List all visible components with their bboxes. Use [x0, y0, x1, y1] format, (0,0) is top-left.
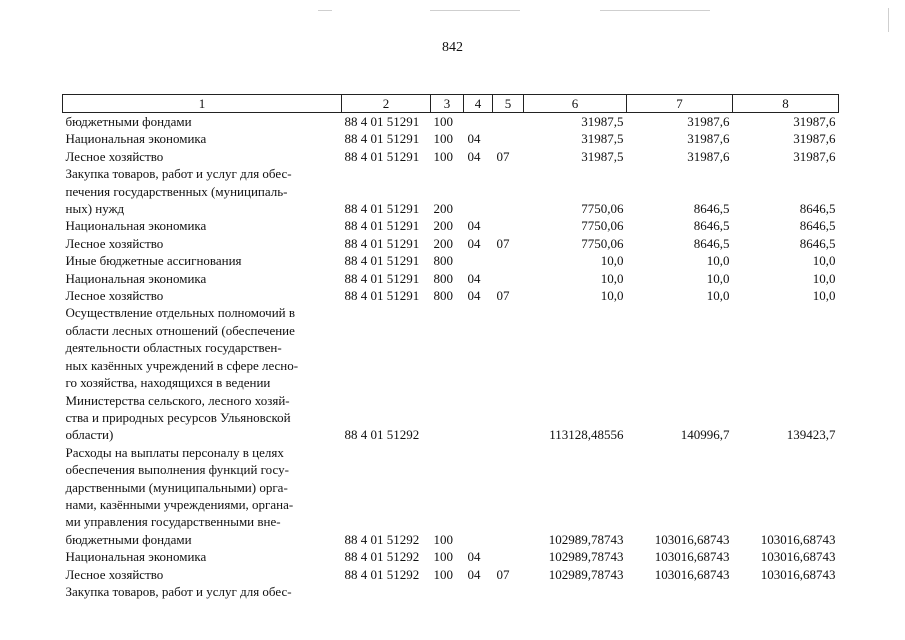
subsection-cell — [493, 113, 524, 131]
amount-year2-cell: 8646,5 — [693, 218, 730, 234]
header-cell: 8 — [733, 95, 839, 113]
expense-type-cell — [431, 304, 464, 443]
amount-year2-cell: 103016,68743 — [654, 549, 730, 565]
item-name-line: обеспечения выполнения функций госу- — [65, 462, 289, 478]
item-name-cell — [63, 217, 342, 234]
amount-year3-cell: 103016,68743 — [760, 566, 836, 582]
table-row — [63, 287, 839, 304]
amount-year1-cell: 31987,5 — [581, 131, 624, 147]
page-number: 842 — [442, 40, 463, 55]
amount-year2-cell: 103016,68743 — [654, 566, 730, 582]
budget-table — [62, 94, 839, 600]
item-name-cell — [63, 583, 342, 600]
item-name-line: Закупка товаров, работ и услуг для обес- — [65, 166, 292, 182]
amount-year1-cell: 102989,78743 — [548, 566, 624, 582]
item-name-line: Лесное хозяйство — [65, 566, 164, 582]
header-cell: 3 — [431, 95, 464, 113]
item-name-cell — [63, 287, 342, 304]
item-name-line: бюджетными фондами — [65, 531, 192, 547]
table-row — [63, 444, 839, 548]
budget-code-cell: 88 4 01 51291 — [344, 131, 420, 147]
item-name-line: го хозяйства, находящихся в ведении — [65, 375, 271, 391]
section-cell — [464, 165, 493, 217]
section-cell: 04 — [467, 235, 481, 251]
amount-year2-cell: 31987,6 — [687, 114, 730, 129]
item-name-line: дарственными (муниципальными) орга- — [65, 479, 288, 495]
expense-type-cell: 100 — [433, 131, 453, 147]
header-cell: 6 — [524, 95, 627, 113]
budget-code-cell: 88 4 01 51291 — [344, 235, 420, 251]
section-cell — [464, 113, 493, 131]
item-name-cell — [63, 130, 342, 147]
amount-year1-cell: 102989,78743 — [548, 531, 624, 547]
amount-year2-cell: 8646,5 — [693, 201, 730, 217]
amount-year3-cell: 31987,6 — [793, 114, 836, 129]
subsection-cell: 07 — [496, 566, 510, 582]
table-row — [63, 566, 839, 583]
amount-year3-cell: 10,0 — [812, 270, 836, 286]
item-name-line: ства и природных ресурсов Ульяновской — [65, 409, 291, 425]
item-name-line: области лесных отношений (обеспечение — [65, 322, 295, 338]
amount-year2-cell: 10,0 — [706, 270, 730, 286]
table-row — [63, 217, 839, 234]
item-name-line: Лесное хозяйство — [65, 148, 164, 164]
section-cell: 04 — [467, 148, 481, 164]
subsection-cell — [493, 252, 524, 269]
subsection-cell — [493, 130, 524, 147]
item-name-cell — [63, 113, 342, 131]
subsection-cell — [493, 217, 524, 234]
item-name-line: Осуществление отдельных полномочий в — [65, 305, 295, 321]
budget-code-cell: 88 4 01 51292 — [344, 566, 420, 582]
item-name-line: Национальная экономика — [65, 218, 207, 234]
amount-year1-cell — [524, 583, 627, 600]
section-cell — [464, 583, 493, 600]
item-name-line: печения государственных (муниципаль- — [65, 183, 288, 199]
expense-type-cell: 100 — [433, 531, 453, 547]
amount-year1-cell: 102989,78743 — [548, 549, 624, 565]
budget-code-cell: 88 4 01 51291 — [344, 201, 420, 217]
table-row — [63, 583, 839, 600]
item-name-line: Лесное хозяйство — [65, 235, 164, 251]
budget-code-cell: 88 4 01 51291 — [344, 270, 420, 286]
item-name-line: Иные бюджетные ассигнования — [65, 253, 242, 269]
section-cell — [464, 304, 493, 443]
amount-year1-cell: 7750,06 — [581, 218, 624, 234]
expense-type-cell: 800 — [433, 270, 453, 286]
amount-year2-cell: 140996,7 — [680, 427, 730, 443]
expense-type-cell: 200 — [433, 235, 453, 251]
amount-year3-cell: 8646,5 — [799, 235, 836, 251]
section-cell — [464, 252, 493, 269]
amount-year2-cell: 103016,68743 — [654, 531, 730, 547]
amount-year3-cell: 31987,6 — [793, 131, 836, 147]
expense-type-cell — [431, 583, 464, 600]
item-name-line: Национальная экономика — [65, 131, 207, 147]
subsection-cell: 07 — [496, 235, 510, 251]
expense-type-cell: 800 — [433, 253, 453, 269]
header-row — [63, 95, 839, 113]
item-name-cell — [63, 304, 342, 443]
subsection-cell — [493, 548, 524, 565]
section-cell: 04 — [467, 131, 481, 147]
amount-year3-cell: 31987,6 — [793, 148, 836, 164]
table-row — [63, 235, 839, 252]
item-name-cell — [63, 148, 342, 165]
expense-type-cell: 100 — [433, 114, 453, 129]
amount-year2-cell: 10,0 — [706, 288, 730, 304]
amount-year2-cell: 31987,6 — [687, 148, 730, 164]
table-row — [63, 548, 839, 565]
amount-year3-cell: 8646,5 — [799, 218, 836, 234]
subsection-cell — [493, 270, 524, 287]
amount-year3-cell: 139423,7 — [786, 427, 836, 443]
subsection-cell: 07 — [496, 148, 510, 164]
amount-year1-cell: 10,0 — [600, 288, 624, 304]
item-name-line: ных казённых учреждений в сфере лесно- — [65, 357, 299, 373]
section-cell — [464, 444, 493, 548]
item-name-line: бюджетными фондами — [65, 114, 192, 129]
amount-year1-cell: 7750,06 — [581, 235, 624, 251]
item-name-line: Закупка товаров, работ и услуг для обес- — [65, 583, 292, 599]
scan-mark — [430, 10, 520, 11]
amount-year2-cell — [627, 583, 733, 600]
amount-year3-cell: 10,0 — [812, 288, 836, 304]
budget-code-cell: 88 4 01 51291 — [344, 114, 420, 129]
header-cell: 1 — [63, 95, 342, 113]
subsection-cell — [493, 165, 524, 217]
scan-mark — [600, 10, 710, 11]
scan-mark — [888, 8, 889, 32]
item-name-line: Расходы на выплаты персоналу в целях — [65, 444, 284, 460]
amount-year1-cell: 7750,06 — [581, 201, 624, 217]
item-name-line: области) — [65, 427, 114, 443]
expense-type-cell: 800 — [433, 288, 453, 304]
budget-code-cell: 88 4 01 51292 — [344, 531, 420, 547]
item-name-line: деятельности областных государствен- — [65, 340, 282, 356]
section-cell: 04 — [467, 218, 481, 234]
item-name-cell — [63, 252, 342, 269]
item-name-line: Лесное хозяйство — [65, 288, 164, 304]
amount-year1-cell: 31987,5 — [581, 114, 624, 129]
table-body — [63, 113, 839, 601]
header-cell: 5 — [493, 95, 524, 113]
item-name-cell — [63, 444, 342, 548]
item-name-line: Министерства сельского, лесного хозяй- — [65, 392, 290, 408]
amount-year3-cell — [733, 583, 839, 600]
table-row — [63, 270, 839, 287]
amount-year3-cell: 10,0 — [812, 253, 836, 269]
section-cell: 04 — [467, 549, 481, 565]
budget-code-cell: 88 4 01 51291 — [344, 218, 420, 234]
amount-year1-cell: 113128,48556 — [549, 427, 624, 443]
amount-year3-cell: 103016,68743 — [760, 549, 836, 565]
table-row — [63, 130, 839, 147]
table-row — [63, 252, 839, 269]
section-cell: 04 — [467, 270, 481, 286]
table-row — [63, 304, 839, 443]
budget-code-cell: 88 4 01 51291 — [344, 253, 420, 269]
item-name-line: ми управления государственными вне- — [65, 514, 281, 530]
subsection-cell: 07 — [496, 288, 510, 304]
item-name-cell — [63, 548, 342, 565]
section-cell: 04 — [467, 566, 481, 582]
amount-year3-cell: 103016,68743 — [760, 531, 836, 547]
item-name-cell — [63, 235, 342, 252]
subsection-cell — [493, 304, 524, 443]
budget-code-cell — [342, 583, 431, 600]
item-name-cell — [63, 165, 342, 217]
expense-type-cell: 200 — [433, 201, 453, 217]
amount-year3-cell: 8646,5 — [799, 201, 836, 217]
table-row — [63, 165, 839, 217]
header-cell: 2 — [342, 95, 431, 113]
expense-type-cell: 100 — [433, 148, 453, 164]
amount-year1-cell: 10,0 — [600, 253, 624, 269]
budget-code-cell: 88 4 01 51292 — [344, 427, 420, 443]
subsection-cell — [493, 444, 524, 548]
amount-year2-cell: 10,0 — [706, 253, 730, 269]
item-name-cell — [63, 270, 342, 287]
budget-code-cell: 88 4 01 51291 — [344, 148, 420, 164]
budget-code-cell: 88 4 01 51292 — [344, 549, 420, 565]
amount-year2-cell: 8646,5 — [693, 235, 730, 251]
header-cell: 7 — [627, 95, 733, 113]
amount-year1-cell: 31987,5 — [581, 148, 624, 164]
budget-code-cell: 88 4 01 51291 — [344, 288, 420, 304]
scan-mark — [318, 10, 332, 11]
section-cell: 04 — [467, 288, 481, 304]
item-name-line: Национальная экономика — [65, 549, 207, 565]
item-name-line: нами, казёнными учреждениями, органа- — [65, 496, 294, 512]
amount-year1-cell: 10,0 — [600, 270, 624, 286]
table-row — [63, 148, 839, 165]
expense-type-cell: 100 — [433, 566, 453, 582]
expense-type-cell: 200 — [433, 218, 453, 234]
item-name-cell — [63, 566, 342, 583]
item-name-line: ных) нужд — [65, 201, 125, 217]
table-row — [63, 113, 839, 131]
subsection-cell — [493, 583, 524, 600]
expense-type-cell: 100 — [433, 549, 453, 565]
item-name-line: Национальная экономика — [65, 270, 207, 286]
header-cell: 4 — [464, 95, 493, 113]
amount-year2-cell: 31987,6 — [687, 131, 730, 147]
